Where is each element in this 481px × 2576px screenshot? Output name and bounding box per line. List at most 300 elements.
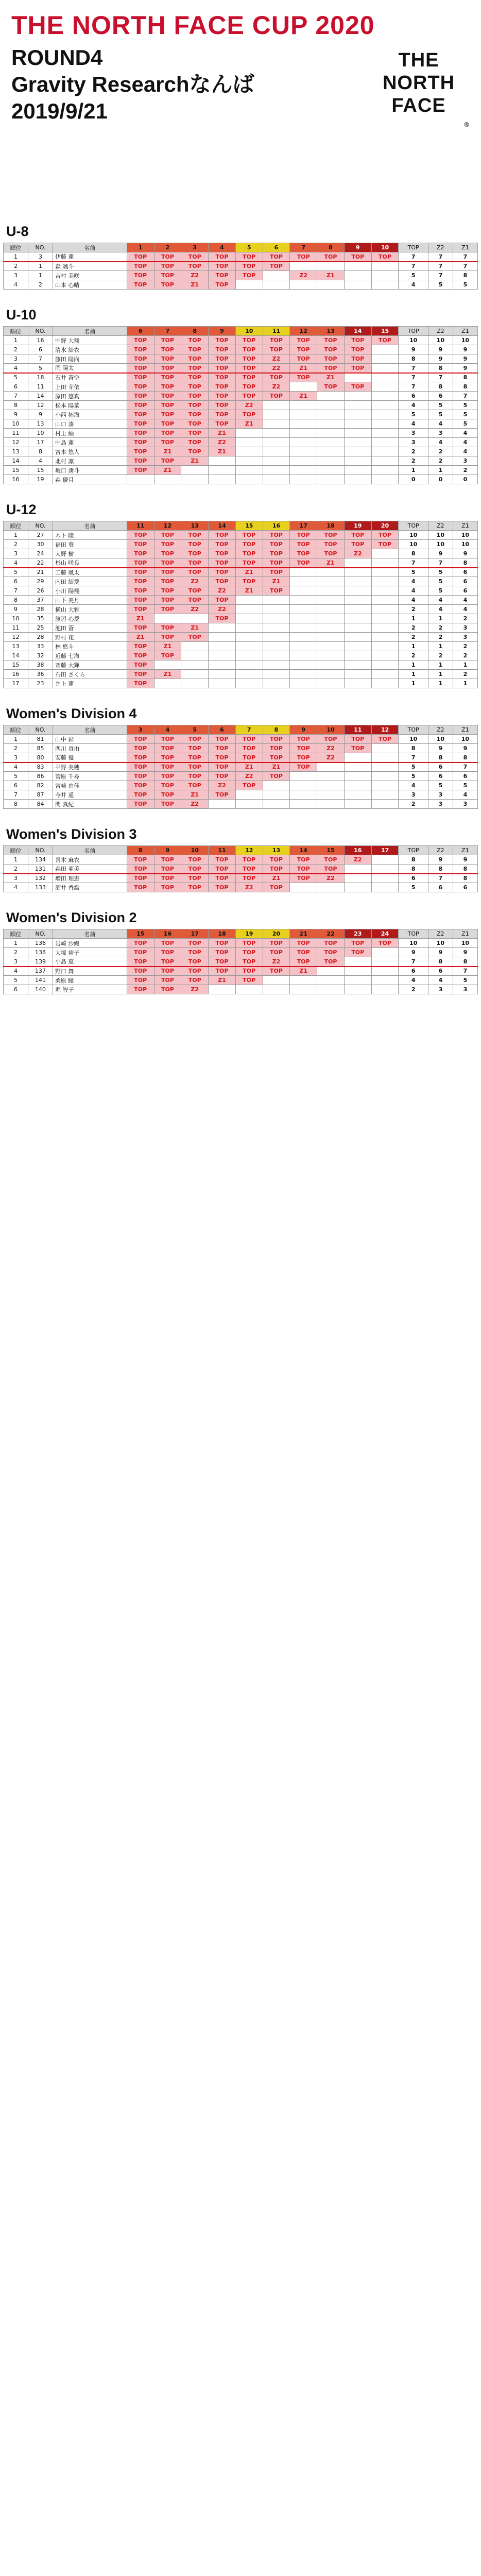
route-header: 4: [209, 243, 236, 252]
top-total-header: TOP: [399, 846, 428, 855]
result-cell: TOP: [235, 957, 263, 967]
result-cell: [209, 623, 236, 633]
result-cell: [235, 429, 263, 438]
rank-header: 順位: [4, 521, 28, 531]
number-cell: 86: [28, 772, 53, 781]
result-cell: TOP: [263, 549, 290, 558]
division-section: [3, 826, 478, 892]
result-cell: [371, 679, 399, 688]
result-cell: Z1: [154, 642, 181, 651]
result-cell: TOP: [263, 753, 290, 762]
result-cell: [371, 772, 399, 781]
result-cell: [181, 642, 209, 651]
division-title: Women's Division 4: [6, 706, 137, 721]
rank-cell: 6: [4, 781, 28, 790]
rank-cell: 12: [4, 438, 28, 447]
result-cell: TOP: [263, 558, 290, 568]
name-cell: 岡 陽太: [53, 364, 127, 373]
name-cell: 青木 麻衣: [53, 855, 127, 865]
name-cell: 野口 舞: [53, 967, 127, 976]
route-header: 13: [317, 327, 345, 336]
route-header: 9: [209, 327, 236, 336]
name-cell: 野村 花: [53, 633, 127, 642]
rank-cell: 15: [4, 466, 28, 475]
number-cell: 134: [28, 855, 53, 865]
top-total-cell: 3: [399, 429, 428, 438]
top-total-cell: 10: [399, 939, 428, 948]
result-cell: TOP: [154, 392, 181, 401]
result-cell: TOP: [317, 865, 345, 874]
rank-cell: 4: [4, 558, 28, 568]
result-cell: TOP: [127, 252, 154, 262]
venue-label: Gravity Researchなんば: [11, 72, 254, 96]
result-cell: TOP: [154, 364, 181, 373]
z1-total-header: Z1: [453, 725, 477, 735]
result-cell: TOP: [209, 531, 236, 540]
result-cell: TOP: [181, 336, 209, 345]
result-cell: TOP: [154, 280, 181, 290]
result-cell: TOP: [209, 568, 236, 577]
z1-total-cell: 9: [453, 855, 477, 865]
the-north-face-logo: [370, 49, 468, 131]
result-cell: TOP: [344, 364, 371, 373]
result-cell: [344, 475, 371, 484]
result-cell: TOP: [209, 790, 236, 800]
result-cell: [317, 605, 345, 614]
z1-total-cell: 10: [453, 336, 477, 345]
top-total-cell: 7: [399, 382, 428, 392]
result-cell: TOP: [154, 419, 181, 429]
z2-total-header: Z2: [428, 243, 453, 252]
result-cell: [317, 800, 345, 809]
result-cell: Z2: [209, 605, 236, 614]
result-cell: [235, 790, 263, 800]
route-header: 21: [290, 929, 317, 939]
z2-total-cell: 10: [428, 939, 453, 948]
top-total-header: TOP: [399, 929, 428, 939]
result-cell: TOP: [209, 280, 236, 290]
result-cell: [290, 651, 317, 660]
table-row: [4, 586, 478, 596]
rank-cell: 4: [4, 280, 28, 290]
result-cell: TOP: [290, 531, 317, 540]
result-cell: TOP: [127, 623, 154, 633]
result-cell: TOP: [127, 883, 154, 892]
result-cell: TOP: [290, 735, 317, 744]
z2-total-cell: 6: [428, 967, 453, 976]
table-row: [4, 985, 478, 994]
name-cell: 上田 芽依: [53, 382, 127, 392]
z2-total-cell: 10: [428, 336, 453, 345]
z1-total-cell: 4: [453, 790, 477, 800]
result-cell: [290, 596, 317, 605]
z1-total-cell: 3: [453, 985, 477, 994]
top-total-cell: 2: [399, 456, 428, 466]
result-cell: TOP: [290, 762, 317, 772]
top-total-cell: 4: [399, 781, 428, 790]
result-cell: TOP: [263, 252, 290, 262]
top-total-cell: 8: [399, 865, 428, 874]
result-cell: [263, 605, 290, 614]
result-cell: TOP: [344, 345, 371, 354]
name-cell: 菅原 千尋: [53, 772, 127, 781]
top-total-cell: 1: [399, 660, 428, 670]
result-cell: [371, 967, 399, 976]
result-cell: Z1: [235, 568, 263, 577]
results-table: [3, 845, 478, 892]
name-header: 名前: [53, 929, 127, 939]
name-cell: 福田 葵: [53, 540, 127, 549]
number-cell: 84: [28, 800, 53, 809]
result-cell: [344, 577, 371, 586]
result-cell: TOP: [154, 651, 181, 660]
z2-total-cell: 3: [428, 790, 453, 800]
result-cell: Z1: [317, 558, 345, 568]
result-cell: TOP: [127, 540, 154, 549]
z2-total-cell: 4: [428, 596, 453, 605]
result-cell: TOP: [209, 772, 236, 781]
rank-cell: 3: [4, 549, 28, 558]
result-cell: [235, 596, 263, 605]
z2-total-cell: 5: [428, 781, 453, 790]
table-row: [4, 373, 478, 382]
z2-total-cell: 1: [428, 660, 453, 670]
table-row: [4, 382, 478, 392]
name-header: 名前: [53, 243, 127, 252]
z1-total-cell: 5: [453, 419, 477, 429]
result-cell: [371, 466, 399, 475]
result-cell: TOP: [317, 939, 345, 948]
rank-cell: 16: [4, 670, 28, 679]
number-cell: 139: [28, 957, 53, 967]
rank-cell: 13: [4, 447, 28, 456]
result-cell: [290, 438, 317, 447]
name-cell: 森 颯斗: [53, 262, 127, 271]
rank-cell: 7: [4, 392, 28, 401]
result-cell: [263, 271, 290, 280]
result-cell: [371, 549, 399, 558]
result-cell: TOP: [127, 874, 154, 883]
result-cell: TOP: [181, 744, 209, 753]
result-cell: TOP: [371, 939, 399, 948]
z1-total-cell: 4: [453, 605, 477, 614]
result-cell: TOP: [317, 855, 345, 865]
result-cell: [317, 577, 345, 586]
result-cell: TOP: [127, 373, 154, 382]
result-cell: TOP: [209, 753, 236, 762]
number-cell: 137: [28, 967, 53, 976]
table-row: [4, 633, 478, 642]
table-row: [4, 419, 478, 429]
z2-total-cell: 1: [428, 614, 453, 623]
z1-total-header: Z1: [453, 243, 477, 252]
result-cell: TOP: [290, 252, 317, 262]
top-total-cell: 4: [399, 596, 428, 605]
result-cell: [371, 651, 399, 660]
result-cell: TOP: [154, 586, 181, 596]
result-cell: TOP: [127, 262, 154, 271]
number-cell: 28: [28, 633, 53, 642]
z2-total-cell: 7: [428, 558, 453, 568]
number-cell: 28: [28, 605, 53, 614]
result-cell: TOP: [235, 271, 263, 280]
number-cell: 82: [28, 781, 53, 790]
table-row: [4, 271, 478, 280]
result-cell: Z1: [317, 373, 345, 382]
result-cell: TOP: [317, 957, 345, 967]
result-cell: TOP: [181, 772, 209, 781]
rank-cell: 1: [4, 735, 28, 744]
name-cell: 小西 拓海: [53, 410, 127, 419]
result-cell: [371, 419, 399, 429]
result-cell: Z1: [154, 466, 181, 475]
route-header: 3: [127, 725, 154, 735]
result-cell: TOP: [154, 790, 181, 800]
table-row: [4, 790, 478, 800]
result-cell: TOP: [127, 577, 154, 586]
result-cell: TOP: [290, 948, 317, 957]
table-row: [4, 447, 478, 456]
z1-total-cell: 6: [453, 586, 477, 596]
route-header: 22: [317, 929, 345, 939]
result-cell: TOP: [263, 336, 290, 345]
result-cell: [181, 670, 209, 679]
result-cell: TOP: [154, 744, 181, 753]
result-cell: Z2: [344, 855, 371, 865]
result-cell: TOP: [209, 883, 236, 892]
result-cell: TOP: [371, 336, 399, 345]
result-cell: TOP: [235, 262, 263, 271]
top-total-cell: 7: [399, 753, 428, 762]
z1-total-cell: 8: [453, 373, 477, 382]
result-cell: [290, 623, 317, 633]
result-cell: [344, 874, 371, 883]
result-cell: [344, 790, 371, 800]
table-row: [4, 568, 478, 577]
rank-cell: 6: [4, 985, 28, 994]
result-cell: Z1: [290, 392, 317, 401]
result-cell: [290, 679, 317, 688]
result-cell: Z1: [127, 633, 154, 642]
rank-cell: 9: [4, 605, 28, 614]
route-header: 8: [263, 725, 290, 735]
rank-header: 順位: [4, 929, 28, 939]
z1-total-cell: 2: [453, 670, 477, 679]
result-cell: [317, 568, 345, 577]
result-cell: TOP: [263, 744, 290, 753]
name-cell: 伊藤 蓮: [53, 252, 127, 262]
number-cell: 21: [28, 568, 53, 577]
result-cell: [263, 985, 290, 994]
name-cell: 安藤 優: [53, 753, 127, 762]
result-cell: TOP: [181, 957, 209, 967]
top-total-cell: 6: [399, 967, 428, 976]
result-cell: TOP: [181, 419, 209, 429]
table-row: [4, 596, 478, 605]
z2-total-header: Z2: [428, 327, 453, 336]
result-cell: TOP: [154, 456, 181, 466]
table-row: [4, 762, 478, 772]
result-cell: TOP: [209, 865, 236, 874]
result-cell: TOP: [127, 605, 154, 614]
result-cell: [263, 475, 290, 484]
result-cell: TOP: [154, 781, 181, 790]
z1-total-cell: 7: [453, 967, 477, 976]
result-cell: [371, 660, 399, 670]
result-cell: [371, 800, 399, 809]
table-row: [4, 336, 478, 345]
result-cell: [235, 642, 263, 651]
result-cell: TOP: [127, 855, 154, 865]
z1-total-cell: 3: [453, 800, 477, 809]
division-title: U-8: [6, 224, 29, 239]
z1-total-cell: 7: [453, 262, 477, 271]
result-cell: TOP: [209, 410, 236, 419]
result-cell: TOP: [235, 855, 263, 865]
result-cell: [209, 679, 236, 688]
result-cell: [371, 855, 399, 865]
rank-cell: 6: [4, 382, 28, 392]
result-cell: TOP: [181, 753, 209, 762]
result-cell: [344, 679, 371, 688]
result-cell: [371, 883, 399, 892]
number-cell: 37: [28, 596, 53, 605]
route-header: 11: [127, 521, 154, 531]
route-header: 12: [290, 327, 317, 336]
result-cell: Z2: [181, 271, 209, 280]
result-cell: TOP: [209, 735, 236, 744]
result-cell: [209, 800, 236, 809]
z1-total-cell: 2: [453, 614, 477, 623]
result-cell: TOP: [181, 549, 209, 558]
result-cell: TOP: [181, 781, 209, 790]
number-cell: 3: [28, 252, 53, 262]
result-cell: TOP: [154, 549, 181, 558]
result-cell: TOP: [290, 753, 317, 762]
number-header: NO.: [28, 243, 53, 252]
result-cell: TOP: [127, 456, 154, 466]
result-cell: TOP: [127, 568, 154, 577]
z1-total-cell: 3: [453, 623, 477, 633]
z2-total-cell: 3: [428, 800, 453, 809]
result-cell: [344, 957, 371, 967]
result-cell: [181, 466, 209, 475]
result-cell: TOP: [317, 364, 345, 373]
z1-total-cell: 5: [453, 781, 477, 790]
name-header: 名前: [53, 846, 127, 855]
result-cell: [344, 447, 371, 456]
number-cell: 24: [28, 549, 53, 558]
table-row: [4, 401, 478, 410]
top-total-cell: 2: [399, 651, 428, 660]
result-cell: [263, 642, 290, 651]
results-table: [3, 326, 478, 484]
result-cell: TOP: [181, 354, 209, 364]
logo-line-3: FACE: [391, 95, 446, 116]
z2-total-header: Z2: [428, 521, 453, 531]
result-cell: Z2: [263, 382, 290, 392]
route-header: 12: [235, 846, 263, 855]
result-cell: TOP: [317, 735, 345, 744]
result-cell: [344, 976, 371, 985]
route-header: 12: [371, 725, 399, 735]
result-cell: TOP: [127, 596, 154, 605]
rank-cell: 1: [4, 531, 28, 540]
top-total-cell: 5: [399, 772, 428, 781]
result-cell: TOP: [344, 948, 371, 957]
route-header: 6: [127, 327, 154, 336]
z2-total-header: Z2: [428, 725, 453, 735]
result-cell: [371, 345, 399, 354]
result-cell: TOP: [209, 549, 236, 558]
z2-total-cell: 8: [428, 382, 453, 392]
result-cell: TOP: [154, 957, 181, 967]
result-cell: Z1: [290, 364, 317, 373]
z2-total-cell: 10: [428, 735, 453, 744]
name-cell: 山口 湊: [53, 419, 127, 429]
top-total-cell: 7: [399, 364, 428, 373]
rank-cell: 4: [4, 967, 28, 976]
result-cell: [371, 744, 399, 753]
result-cell: [344, 772, 371, 781]
rank-header: 順位: [4, 327, 28, 336]
result-cell: TOP: [181, 373, 209, 382]
result-cell: Z1: [235, 762, 263, 772]
rank-cell: 2: [4, 744, 28, 753]
z1-total-header: Z1: [453, 929, 477, 939]
rank-cell: 14: [4, 456, 28, 466]
result-cell: TOP: [181, 855, 209, 865]
result-cell: TOP: [154, 939, 181, 948]
result-cell: [235, 438, 263, 447]
result-cell: TOP: [290, 558, 317, 568]
result-cell: TOP: [317, 540, 345, 549]
number-header: NO.: [28, 725, 53, 735]
z2-total-cell: 7: [428, 373, 453, 382]
top-total-cell: 5: [399, 410, 428, 419]
division-section: [3, 502, 478, 688]
result-cell: TOP: [127, 558, 154, 568]
result-cell: TOP: [209, 540, 236, 549]
result-cell: TOP: [181, 382, 209, 392]
result-cell: TOP: [209, 354, 236, 364]
result-cell: [235, 660, 263, 670]
result-cell: [371, 985, 399, 994]
top-total-cell: 8: [399, 549, 428, 558]
result-cell: TOP: [181, 252, 209, 262]
z2-total-cell: 5: [428, 577, 453, 586]
result-cell: [154, 679, 181, 688]
z2-total-cell: 5: [428, 401, 453, 410]
result-cell: TOP: [344, 354, 371, 364]
result-cell: TOP: [154, 985, 181, 994]
result-cell: [263, 456, 290, 466]
result-cell: [344, 883, 371, 892]
name-cell: 大野 樹: [53, 549, 127, 558]
result-cell: TOP: [154, 345, 181, 354]
z2-total-cell: 7: [428, 262, 453, 271]
top-total-cell: 2: [399, 623, 428, 633]
result-cell: TOP: [127, 651, 154, 660]
result-cell: [181, 651, 209, 660]
table-row: [4, 855, 478, 865]
z1-total-cell: 9: [453, 744, 477, 753]
table-header-row: [4, 846, 478, 855]
result-cell: TOP: [154, 623, 181, 633]
top-total-cell: 10: [399, 531, 428, 540]
result-cell: TOP: [154, 540, 181, 549]
result-cell: [263, 596, 290, 605]
